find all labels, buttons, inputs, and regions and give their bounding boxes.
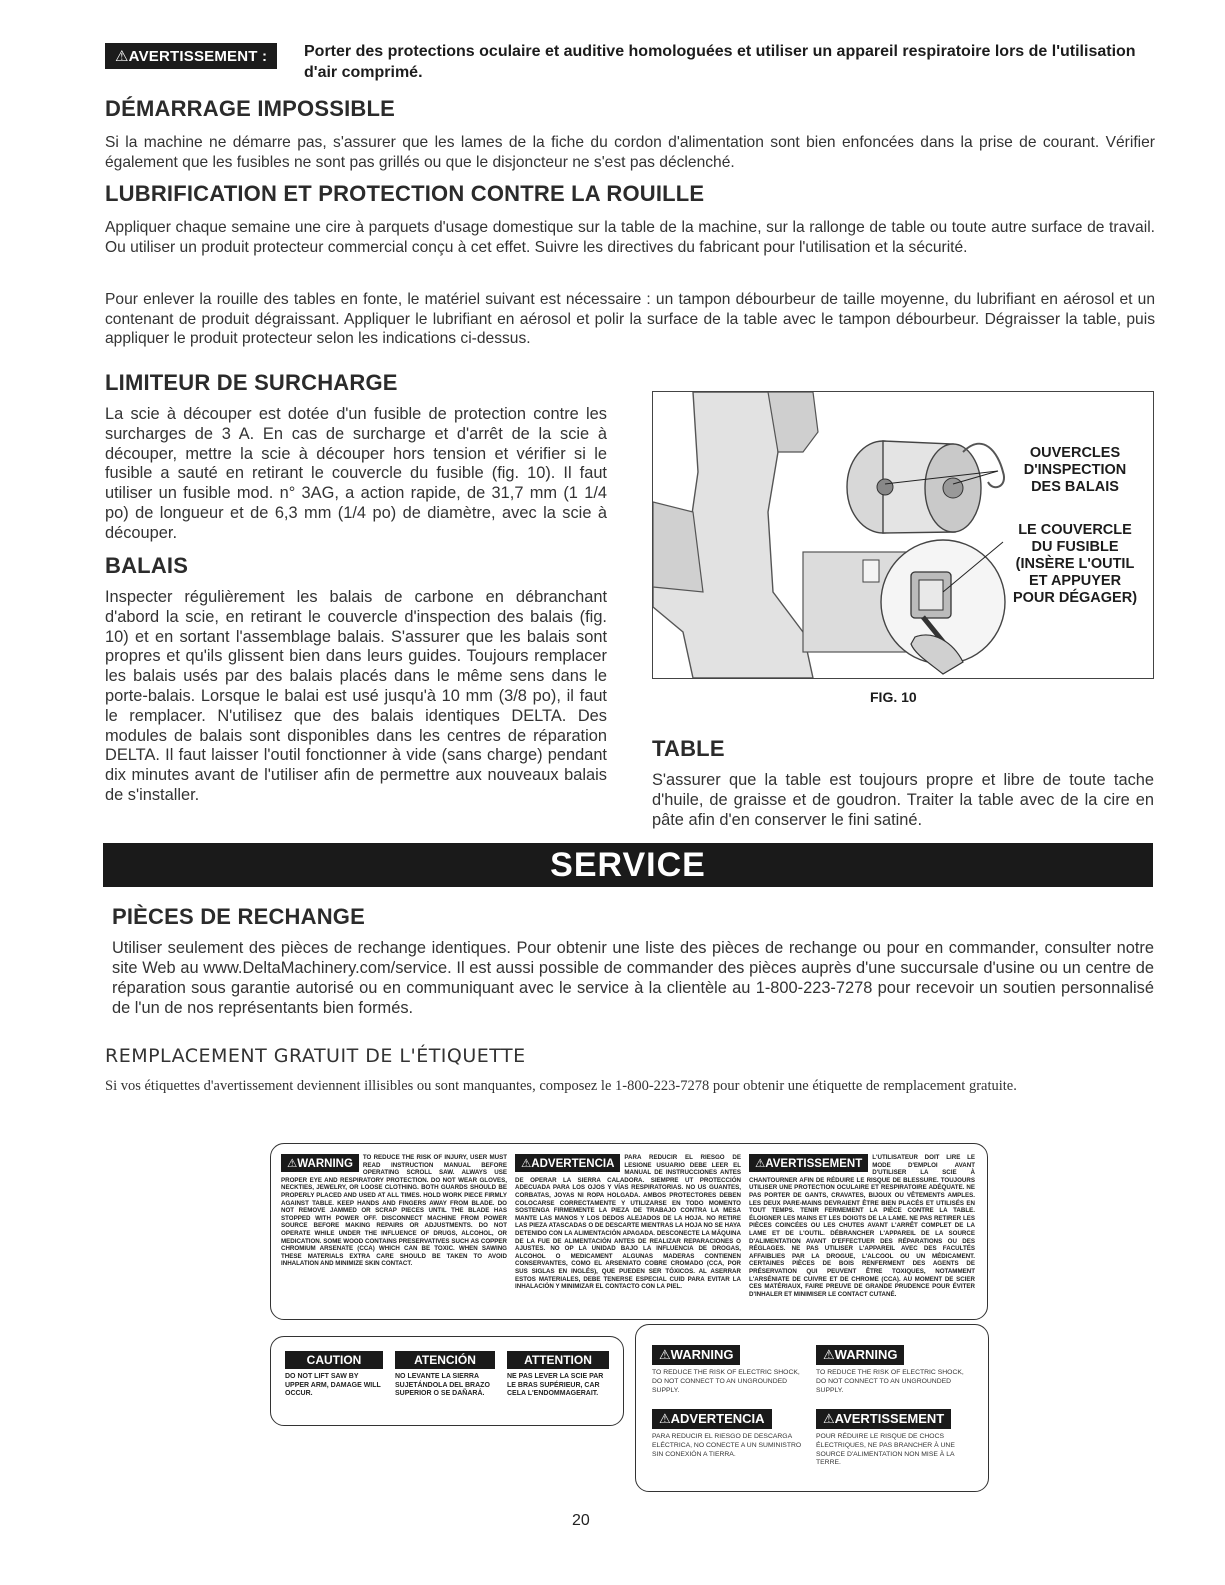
- callout-line: OUVERCLES: [1029, 445, 1121, 461]
- top-warning-text: Porter des protections oculaire et auditive homologuées et utiliser un appareil respiratoire lors de l'utilisation d'air comprimé.: [304, 43, 1136, 81]
- small-badge: ⚠WARNING: [652, 1345, 740, 1365]
- heading-remplacement: REMPLACEMENT GRATUIT DE L'ÉTIQUETTE: [105, 1045, 526, 1067]
- heading-demarrage: DÉMARRAGE IMPOSSIBLE: [105, 96, 396, 121]
- small-text: POUR RÉDUIRE LE RISQUE DE CHOCS ÉLECTRIQUES, NE PAS BRANCHER À UNE SOURCE D'ALIMENTATION NON MISE À LA TERRE.: [816, 1433, 955, 1467]
- heading-balais: BALAIS: [105, 553, 189, 578]
- caution-label: [270, 1336, 624, 1426]
- lubrification-p2: Pour enlever la rouille des tables en fonte, le matériel suivant est nécessaire : un tampon débourbeur de taille moyenne, du lubrifiant en aérosol et un contenant de produit dégraissant. Appliquer le lubrifiant en aérosol et polir la surface de la table avec le tampon débourbeur. Dégraisser la table, puis appliquer le produit protecteur selon les indications ci-dessus.: [105, 291, 1155, 348]
- caution-text: NO LEVANTE LA SIERRA SUJETÁNDOLA DEL BRAZO SUPERIOR O SE DAÑARÁ.: [395, 1373, 490, 1398]
- label-badge: ⚠AVERTISSEMENT: [749, 1154, 868, 1172]
- small-badge: ⚠ADVERTENCIA: [652, 1409, 772, 1429]
- callout-brush-covers: [995, 445, 1155, 496]
- limiteur-body: La scie à découper est dotée d'un fusible de protection contre les surcharges de 3 A. En cas de surcharge et d'arrêt de la scie à découper, mettre la scie à découper hors tension et vérifier si le fusible a sauté en retirant le couvercle du fusible (fig. 10). Il faut utiliser un fusible mod. n° 3AG, a action rapide, de 31,7 mm (1 1/4 po) de longueur et de 6,3 mm (1/4 po) de diamètre, avec la scie à découper.: [105, 405, 607, 542]
- callout-line: D'INSPECTION: [1023, 462, 1127, 478]
- callout-line: DES BALAIS: [1031, 479, 1119, 495]
- callout-line: POUR DÉGAGER): [1012, 590, 1138, 606]
- heading-limiteur: LIMITEUR DE SURCHARGE: [105, 370, 398, 395]
- caution-en: [285, 1351, 383, 1399]
- callout-line: (INSÈRE L'OUTIL: [1015, 556, 1135, 572]
- label-text: L'UTILISATEUR DOIT LIRE LE MODE D'EMPLOI AVANT D'UTILISER LA SCIE À CHANTOURNER AFIN DE RÉDUIRE LE RISQUE DE BLESSURE. TOUJOURS UTILISER UNE PROTECTION OCULAIRE ET RESPIRATOIRE ADÉQUATE. NE PAS PORTER DE GANTS, CRAVATES, BIJOUX OU VÊTEMENTS AMPLES. LES DEUX PARE-MAINS DEVRAIENT ÊTRE BIEN PLACÉS ET UTILISÉS EN TOUT TEMPS. TENIR FERMEMENT LA PIÈCE CONTRE LA TABLE. ÉLOIGNER LES MAINS ET LES DOIGTS DE LA LAME. NE PAS RETIRER LES PIÈCES COINCÉES OU LES CHUTES AVANT L'ARRÊT COMPLET DE LA LAME ET DE L'OUTIL. DÉBRANCHER L'APPAREIL DE LA SOURCE D'ALIMENTATION AVANT D'EFFECTUER DES RÉPARATIONS OU DES RÉGLAGES. NE PAS UTILISER L'APPAREIL AVEC DES FACULTÉS AFFAIBLIES PAR LA DROGUE, L'ALCOOL OU UN MÉDICAMENT. CERTAINES PIÈCES DE BOIS RENFERMENT DES AGENTS DE PRÉSERVATION QUI PEUVENT ÊTRE TOXIQUES, NOTAMMENT L'ARSÉNIATE DE CUIVRE ET DE CHROME (CCA). AU MOMENT DE SCIER CES MATÉRIAUX, FAIRE PREUVE DE GRANDE PRUDENCE POUR ÉVITER D'INHALER ET MINIMISER LE CONTACT CUTANÉ.: [749, 1154, 975, 1298]
- callout-line: DU FUSIBLE: [1031, 539, 1119, 555]
- warning-badge: ⚠AVERTISSEMENT :: [105, 43, 277, 69]
- label-text: TO REDUCE THE RISK OF INJURY, USER MUST READ INSTRUCTION MANUAL BEFORE OPERATING SCROLL SAW. ALWAYS USE PROPER EYE AND RESPIRATORY PROTECTION. DO NOT WEAR GLOVES, NECKTIES, JEWELRY, OR LOOSE CLOTHING. BOTH GUARDS SHOULD BE PROPERLY PLACED AND USED AT ALL TIMES. HOLD WORK PIECE FIRMLY AGAINST TABLE. KEEP HANDS AND FINGERS AWAY FROM BLADE. DO NOT REMOVE JAMMED OR SCRAP PIECES UNTIL THE BLADE HAS STOPPED WITH POWER OFF. DISCONNECT MACHINE FROM POWER SOURCE BEFORE MAKING REPAIRS OR ADJUSTMENTS. DO NOT OPERATE WHILE UNDER THE INFLUENCE OF DRUGS, ALCOHOL, OR MEDICATION. SOME WOOD CONTAINS PRESERVATIVES SUCH AS COPPER CHROMIUM ARSENATE (CCA) WHICH CAN BE TOXIC. WHEN SAWING THESE MATERIALS EXTRA CARE SHOULD BE TAKEN TO AVOID INHALATION AND MINIMIZE SKIN CONTACT.: [281, 1154, 507, 1268]
- remplacement-body: Si vos étiquettes d'avertissement deviennent illisibles ou sont manquantes, composez le 1-800-223-7278 pour obtenir une étiquette de remplacement gratuite.: [105, 1078, 1017, 1094]
- page-number: 20: [572, 1512, 590, 1529]
- elec-warning-en-2: [816, 1345, 966, 1395]
- heading-table: TABLE: [652, 736, 725, 761]
- label-text: PARA REDUCIR EL RIESGO DE LESIONE USUARIO DEBE LEER EL MANUAL DE INSTRUCCIONES ANTES DE OPERAR LA SIERRA CALADORA. SIEMPRE UT PROTECCIÓN ADECUADA PARA LOS OJOS Y VÍAS RESPIRATORIAS. NO US GUANTES, CORBATAS, JOYAS NI ROPA HOLGADA. AMBOS PROTECTORES DEBEN COLOCARSE CORRECTAMENTE Y UTILIZARSE EN TODO MOMENTO SOSTENGA FIRMEMENTE LA PIEZA DE TRABAJO CONTRA LA MESA MANTE LAS MANOS Y LOS DEDOS ALEJADOS DE LA HOJA. NO RETIRE LAS PIEZA ATASCADAS O DE DESCARTE MIENTRAS LA HOJA NO SE HAYA DETENIDO CON LA ALIMENTACIÓN APAGADA. DESCONECTE LA MÁQUINA DE LA FUE DE ALIMENTACIÓN ANTES DE REALIZAR REPARACIONES O AJUSTES. NO OP LA UNIDAD BAJO LA INFLUENCIA DE DROGAS, ALCOHOL O MEDICAMENT ALGUNAS MADERAS CONTIENEN CONSERVANTES, COMO EL ARSENIATO COBRE CROMADO (CCA, POR SUS SIGLAS EN INGLÉS), QUE PUEDEN SER TÓXICOS. AL ASERRAR ESTOS MATERIALES, DEBE TENERSE ESPECIAL CUID PARA EVITAR LA INHALACIÓN Y MINIMIZAR EL CONTACTO CON LA PIEL.: [515, 1154, 741, 1291]
- lubrification-p1: Appliquer chaque semaine une cire à parquets d'usage domestique sur la table de la machine, sur la rallonge de table ou toute autre surface de travail. Ou utiliser un produit protecteur commercial conçu à cet effet. Suivre les directives du fabricant pour l'utilisation et la sécurité.: [105, 219, 1155, 256]
- heading-pieces: PIÈCES DE RECHANGE: [112, 904, 365, 929]
- table-body: S'assurer que la table est toujours propre et libre de toute tache d'huile, de graisse et de goudron. Traiter la table avec de la cire en pâte afin d'en conserver le fini satiné.: [652, 771, 1154, 829]
- label-badge: ⚠ADVERTENCIA: [515, 1154, 620, 1172]
- electrical-warning-label: [635, 1324, 989, 1492]
- small-badge: ⚠WARNING: [816, 1345, 904, 1365]
- caution-fr: [507, 1351, 609, 1399]
- elec-warning-en-1: [652, 1345, 802, 1395]
- pieces-body: Utiliser seulement des pièces de rechange identiques. Pour obtenir une liste des pièces de rechange ou pour en commander, consulter notre site Web au www.DeltaMachinery.com/service. Il est aussi possible de commander des pièces auprès d'une succursale d'usine ou un centre de réparation sous garantie autorisé ou en communiquant avec le service à la clientèle au 1-800-223-7278 pour recevoir un soutien personnalisé de l'un de nos représentants bien formés.: [112, 939, 1154, 1017]
- elec-warning-es: [652, 1409, 802, 1459]
- service-banner: SERVICE: [103, 843, 1153, 887]
- callout-line: ET APPUYER: [1028, 573, 1122, 589]
- label-warning-es: [515, 1154, 741, 1291]
- small-text: PARA REDUCIR EL RIESGO DE DESCARGA ELÉCTRICA, NO CONECTE A UN SUMINISTRO SIN CONEXIÓN A TIERRA.: [652, 1433, 802, 1458]
- demarrage-body: Si la machine ne démarre pas, s'assurer que les lames de la fiche du cordon d'alimentation sont bien enfoncées dans la prise de courant. Vérifier également que les fusibles ne sont pas grillés ou que le disjoncteur ne s'est pas déclenché.: [105, 134, 1155, 171]
- label-warning-en: [281, 1154, 507, 1268]
- caution-es: [395, 1351, 495, 1399]
- caution-text: DO NOT LIFT SAW BY UPPER ARM, DAMAGE WILL OCCUR.: [285, 1373, 381, 1398]
- balais-body: Inspecter régulièrement les balais de carbone en débranchant d'abord la scie, en retirant le couvercle d'inspection des balais (fig. 10) et en sortant l'assemblage balais. S'assurer que les balais sont propres et qu'ils glissent bien dans leurs guides. Toujours remplacer les balais usés par des balais placés dans le même sens dans le porte-balais. Lorsque le balai est usé jusqu'à 10 mm (3/8 po), il faut le remplacer. N'utilisez que des balais identiques DELTA. Des modules de balais sont disponibles dans les centres de réparation DELTA. Il faut laisser l'outil fonctionner à vide (sans charge) pendant dix minutes avant de l'utiliser afin de permettre aux nouveaux balais de s'installer.: [105, 588, 607, 804]
- figure-caption: FIG. 10: [870, 689, 917, 705]
- caution-badge: CAUTION: [285, 1351, 383, 1369]
- small-text: TO REDUCE THE RISK OF ELECTRIC SHOCK, DO NOT CONNECT TO AN UNGROUNDED SUPPLY.: [652, 1369, 800, 1394]
- small-badge: ⚠AVERTISSEMENT: [816, 1409, 951, 1429]
- label-warning-fr: [749, 1154, 975, 1298]
- small-text: TO REDUCE THE RISK OF ELECTRIC SHOCK, DO NOT CONNECT TO AN UNGROUNDED SUPPLY.: [816, 1369, 964, 1394]
- callout-fuse-cover: [990, 522, 1160, 607]
- heading-lubrification: LUBRIFICATION ET PROTECTION CONTRE LA ROUILLE: [105, 181, 705, 206]
- caution-text: NE PAS LEVER LA SCIE PAR LE BRAS SUPÉRIEUR, CAR CELA L'ENDOMMAGERAIT.: [507, 1373, 604, 1398]
- label-badge: ⚠WARNING: [281, 1154, 359, 1172]
- caution-badge: ATENCIÓN: [395, 1351, 495, 1369]
- elec-warning-fr: [816, 1409, 966, 1468]
- callout-line: LE COUVERCLE: [1018, 522, 1132, 538]
- caution-badge: ATTENTION: [507, 1351, 609, 1369]
- main-warning-label: [270, 1143, 988, 1320]
